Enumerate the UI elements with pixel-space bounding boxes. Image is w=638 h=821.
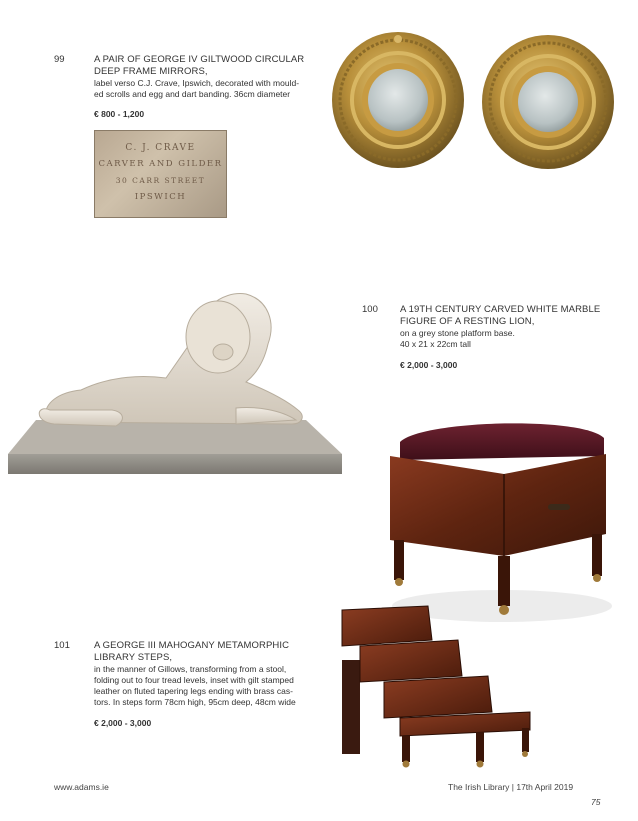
footer-website: www.adams.ie [54,782,109,792]
label-line-1: C. J. CRAVE [125,143,196,153]
lot-price-100: € 2,000 - 3,000 [400,360,458,370]
marble-lion-photo [6,282,346,478]
lot-desc-100-line1: on a grey stone platform base. [400,328,515,338]
lot-title-100-line1: A 19TH CENTURY CARVED WHITE MARBLE [400,304,601,315]
lot-desc-101-line4: tors. In steps form 78cm high, 95cm deep, 48cm wide [94,697,296,707]
lot-number-101: 101 [54,640,70,651]
giltwood-mirrors-photo [328,30,618,170]
leather-seat [400,423,604,460]
lot-title-99-line2: DEEP FRAME MIRRORS, [94,66,208,77]
label-line-4: IPSWICH [134,192,187,202]
lot-title-101-line2: LIBRARY STEPS, [94,652,173,663]
stool-body [390,454,606,556]
lot-title-101-line1: A GEORGE III MAHOGANY METAMORPHIC [94,640,290,651]
label-line-3: 30 CARR STREET [115,176,206,185]
mirror-left [332,32,464,168]
handle [548,504,570,510]
stone-base [8,420,342,474]
lot-price-101: € 2,000 - 3,000 [94,718,152,728]
mahogany-stool-photo [382,416,614,626]
side-panel [342,660,360,754]
lot-price-99: € 800 - 1,200 [94,109,145,119]
mirror-right [482,35,614,169]
page-number: 75 [591,797,601,807]
lot-title-100-line2: FIGURE OF A RESTING LION, [400,316,535,327]
label-line-2: CARVER AND GILDER [98,159,223,169]
library-steps-photo [340,604,540,776]
lot-desc-101-line1: in the manner of Gillows, transforming from a stool, [94,664,287,674]
lot-title-99-line1: A PAIR OF GEORGE IV GILTWOOD CIRCULAR [94,54,305,65]
lot-desc-99-line2: ed scrolls and egg and dart banding. 36cm diameter [94,89,291,99]
lot-desc-99-line1: label verso C.J. Crave, Ipswich, decorated with mould- [94,78,300,88]
lot-desc-100-line2: 40 x 21 x 22cm tall [400,339,471,349]
lot-number-99: 99 [54,54,65,65]
lot-number-100: 100 [362,304,378,315]
footer-catalogue: The Irish Library | 17th April 2019 [448,782,574,792]
steps [342,606,530,736]
maker-label-photo [94,130,227,218]
lot-desc-101-line3: leather on fluted tapering legs ending with brass cas- [94,686,293,696]
lion-figure [39,294,302,426]
lot-desc-101-line2: folding out to four tread levels, inset with gilt stamped [94,675,294,685]
